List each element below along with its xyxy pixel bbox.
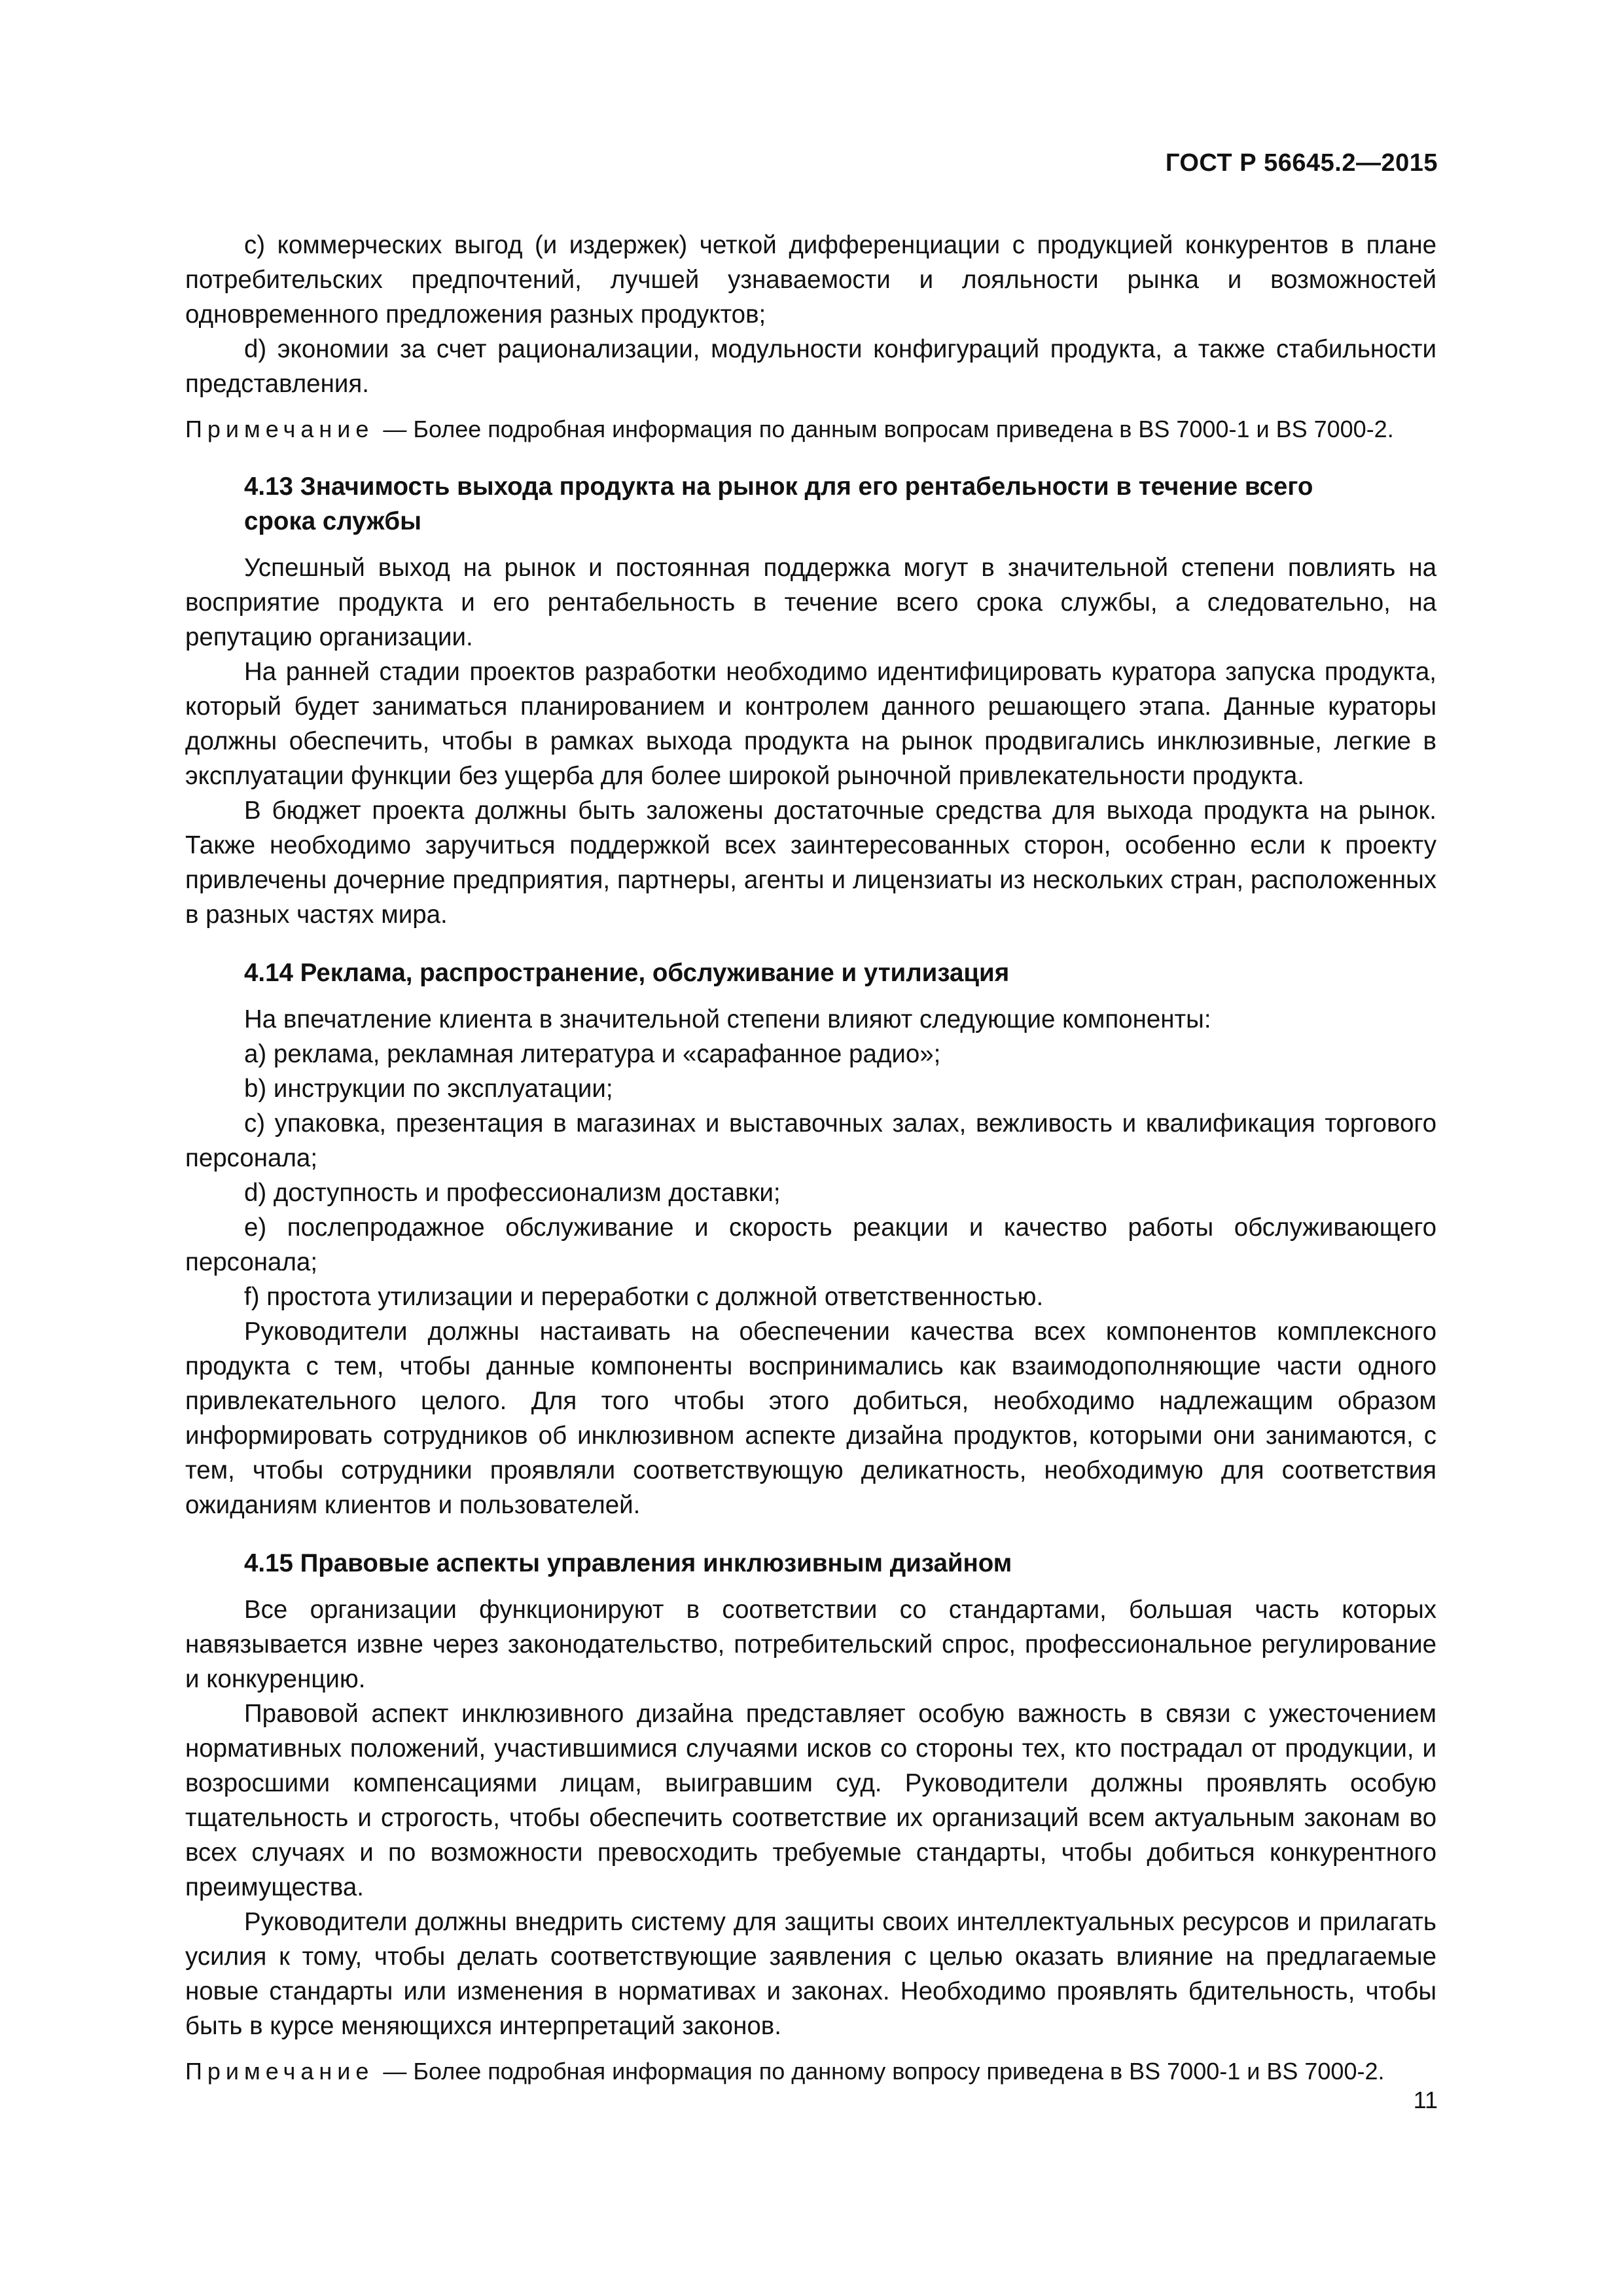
paragraph: На впечатление клиента в значительной степени влияют следующие компоненты:: [244, 1005, 1211, 1033]
note-text: — Более подробная информация по данному вопросу приведена в BS 7000-1 и BS 7000-2.: [383, 2058, 1385, 2085]
list-item-a: a) реклама, рекламная литература и «сарафанное радио»;: [244, 1040, 941, 1068]
note: [185, 413, 1436, 446]
heading-line-1: 4.13 Значимость выхода продукта на рынок для его рентабельности в течение всего: [244, 473, 1313, 501]
note-label: Примечание: [185, 2058, 374, 2085]
paragraph: На ранней стадии проектов разработки необходимо идентифицировать куратора запуска продукта, который будет заниматься планированием и контролем данного решающего этапа. Данные кураторы должны обеспечить, чтобы в рамках выхода продукта на рынок продвигались инклюзивные, легкие в эксплуатации функции без ущерба для более широкой рыночной привлекательности продукта.: [185, 658, 1436, 790]
section-heading-4-15: 4.15 Правовые аспекты управления инклюзивным дизайном: [244, 1549, 1012, 1577]
list-item-b: b) инструкции по эксплуатации;: [244, 1075, 613, 1103]
note-label: Примечание: [185, 416, 374, 442]
paragraph: Правовой аспект инклюзивного дизайна представляет особую важность в связи с ужесточением нормативных положений, участившимися случаями исков со стороны тех, кто пострадал от продукции, и возросшими компенсациями лицам, выигравшим суд. Руководители должны проявлять особую тщательность и строгость, чтобы обеспечить соответствие их организаций всем актуальным законам во всех случаях и по возможности превосходить требуемые стандарты, чтобы добиться конкурентного преимущества.: [185, 1700, 1436, 1901]
section-heading-4-14: 4.14 Реклама, распространение, обслуживание и утилизация: [244, 959, 1010, 987]
list-item-e: e) послепродажное обслуживание и скорость реакции и качество работы обслуживающего персонала;: [185, 1213, 1436, 1276]
paragraph: Руководители должны внедрить систему для защиты своих интеллектуальных ресурсов и прилагать усилия к тому, чтобы делать соответствующие заявления с целью оказать влияние на предлагаемые новые стандарты или изменения в нормативах и законах. Необходимо проявлять бдительность, чтобы быть в курсе меняющихся интерпретаций законов.: [185, 1908, 1436, 2040]
paragraph: Все организации функционируют в соответствии со стандартами, большая часть которых навязывается извне через законодательство, потребительский спрос, профессиональное регулирование и конкуренцию.: [185, 1596, 1436, 1693]
list-item-f: f) простота утилизации и переработки с должной ответственностью.: [244, 1283, 1044, 1311]
document-header: ГОСТ Р 56645.2—2015: [1165, 149, 1438, 177]
heading-line-2: срока службы: [244, 507, 422, 535]
list-item-c: c) упаковка, презентация в магазинах и выставочных залах, вежливость и квалификация торгового персонала;: [185, 1109, 1436, 1172]
document-body: [185, 228, 1436, 2088]
note: [185, 2055, 1436, 2088]
list-item-d: d) экономии за счет рационализации, модульности конфигураций продукта, а также стабильности представления.: [185, 335, 1436, 398]
list-item-c: c) коммерческих выгод (и издержек) четкой дифференциации с продукцией конкурентов в плане потребительских предпочтений, лучшей узнаваемости и лояльности рынка и возможностей одновременного предложения разных продуктов;: [185, 231, 1436, 329]
paragraph: Успешный выход на рынок и постоянная поддержка могут в значительной степени повлиять на восприятие продукта и его рентабельность в течение всего срока службы, а следовательно, на репутацию организации.: [185, 554, 1436, 651]
paragraph: Руководители должны настаивать на обеспечении качества всех компонентов комплексного продукта с тем, чтобы данные компоненты воспринимались как взаимодополняющие части одного привлекательного целого. Для того чтобы этого добиться, необходимо надлежащим образом информировать сотрудников об инклюзивном аспекте дизайна продуктов, которыми они занимаются, с тем, чтобы сотрудники проявляли соответствующую деликатность, необходимую для соответствия ожиданиям клиентов и пользователей.: [185, 1318, 1436, 1519]
section-heading-4-13: [185, 469, 1436, 539]
list-item-d: d) доступность и профессионализм доставки;: [244, 1179, 781, 1207]
paragraph: В бюджет проекта должны быть заложены достаточные средства для выхода продукта на рынок. Также необходимо заручиться поддержкой всех заинтересованных сторон, особенно если к проекту привлечены дочерние предприятия, партнеры, агенты и лицензиаты из нескольких стран, расположенных в разных частях мира.: [185, 797, 1436, 929]
note-text: — Более подробная информация по данным вопросам приведена в BS 7000-1 и BS 7000-2.: [383, 416, 1394, 442]
page-number: 11: [1413, 2087, 1438, 2113]
